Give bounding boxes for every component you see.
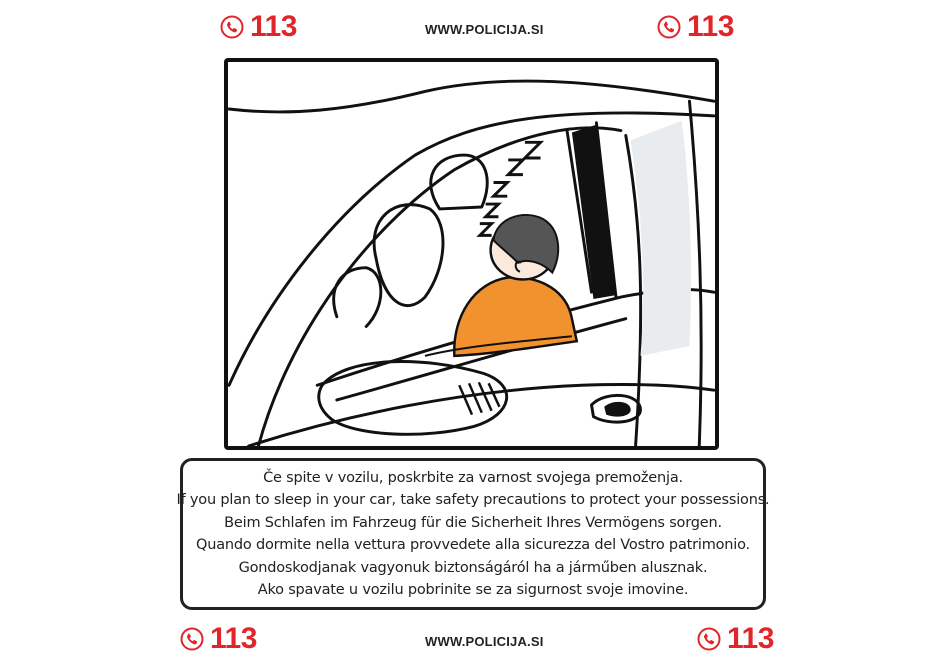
caption-line-hu: Gondoskodjanak vagyonuk biztonságáról ha a járműben alusznak. [238,559,708,576]
emergency-number: 113 [727,622,774,655]
phone-icon [657,15,681,39]
emergency-number: 113 [687,10,734,43]
emergency-number-bottom-right [697,622,774,656]
website-bottom: WWW.POLICIJA.SI [425,634,544,649]
caption-line-it: Quando dormite nella vettura provvedete alla sicurezza del Vostro patrimonio. [196,537,750,553]
caption-line-en: If you plan to sleep in your car, take safety precautions to protect your possessions. [176,492,770,508]
caption-line-hr: Ako spavate u vozilu pobrinite se za sigurnost svoje imovine. [257,582,689,598]
phone-icon [697,627,721,651]
emergency-number-bottom-left [180,622,257,656]
caption-box [176,458,770,610]
emergency-number-top-left [220,10,297,44]
caption-line-de: Beim Schlafen im Fahrzeug für die Sicherheit Ihres Vermögens sorgen. [224,514,722,531]
website-top: WWW.POLICIJA.SI [425,22,544,37]
phone-icon [180,627,204,651]
emergency-number: 113 [250,10,297,43]
caption-line-sl: Če spite v vozilu, poskrbite za varnost svojega premoženja. [263,469,683,486]
phone-icon [220,15,244,39]
sleeping-driver-illustration [228,62,715,446]
emergency-number: 113 [210,622,257,655]
emergency-number-top-right [657,10,734,44]
comic-illustration [224,58,719,450]
